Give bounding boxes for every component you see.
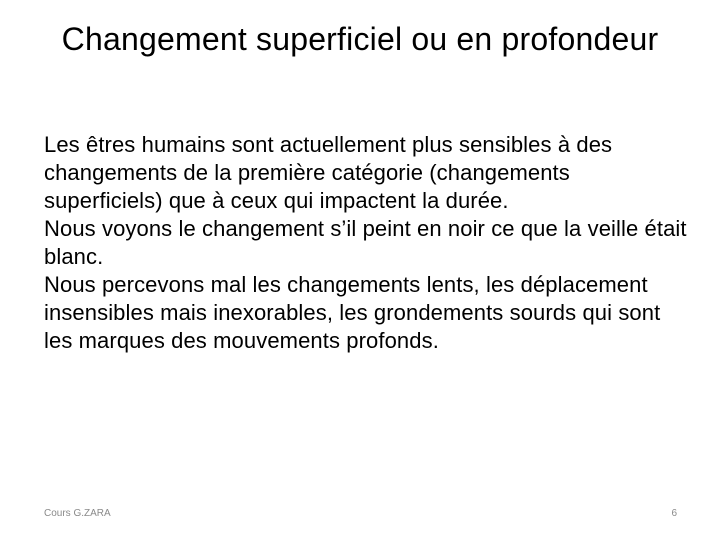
slide-body bbox=[44, 131, 690, 355]
paragraph-3: Nous percevons mal les changements lents, les déplacement insensibles mais inexorables, les grondements sourds qui sont les marques des mouvements profonds. bbox=[44, 272, 661, 353]
paragraph-1: Les êtres humains sont actuellement plus sensibles à des changements de la première catégorie (changements superficiels) que à ceux qui impactent la durée. bbox=[44, 132, 613, 213]
paragraph-2: Nous voyons le changement s’il peint en noir ce que la veille était blanc. bbox=[44, 216, 687, 269]
footer-author: Cours G.ZARA bbox=[44, 508, 111, 519]
slide-title: Changement superficiel ou en profondeur bbox=[61, 21, 659, 57]
page-number: 6 bbox=[671, 508, 677, 519]
